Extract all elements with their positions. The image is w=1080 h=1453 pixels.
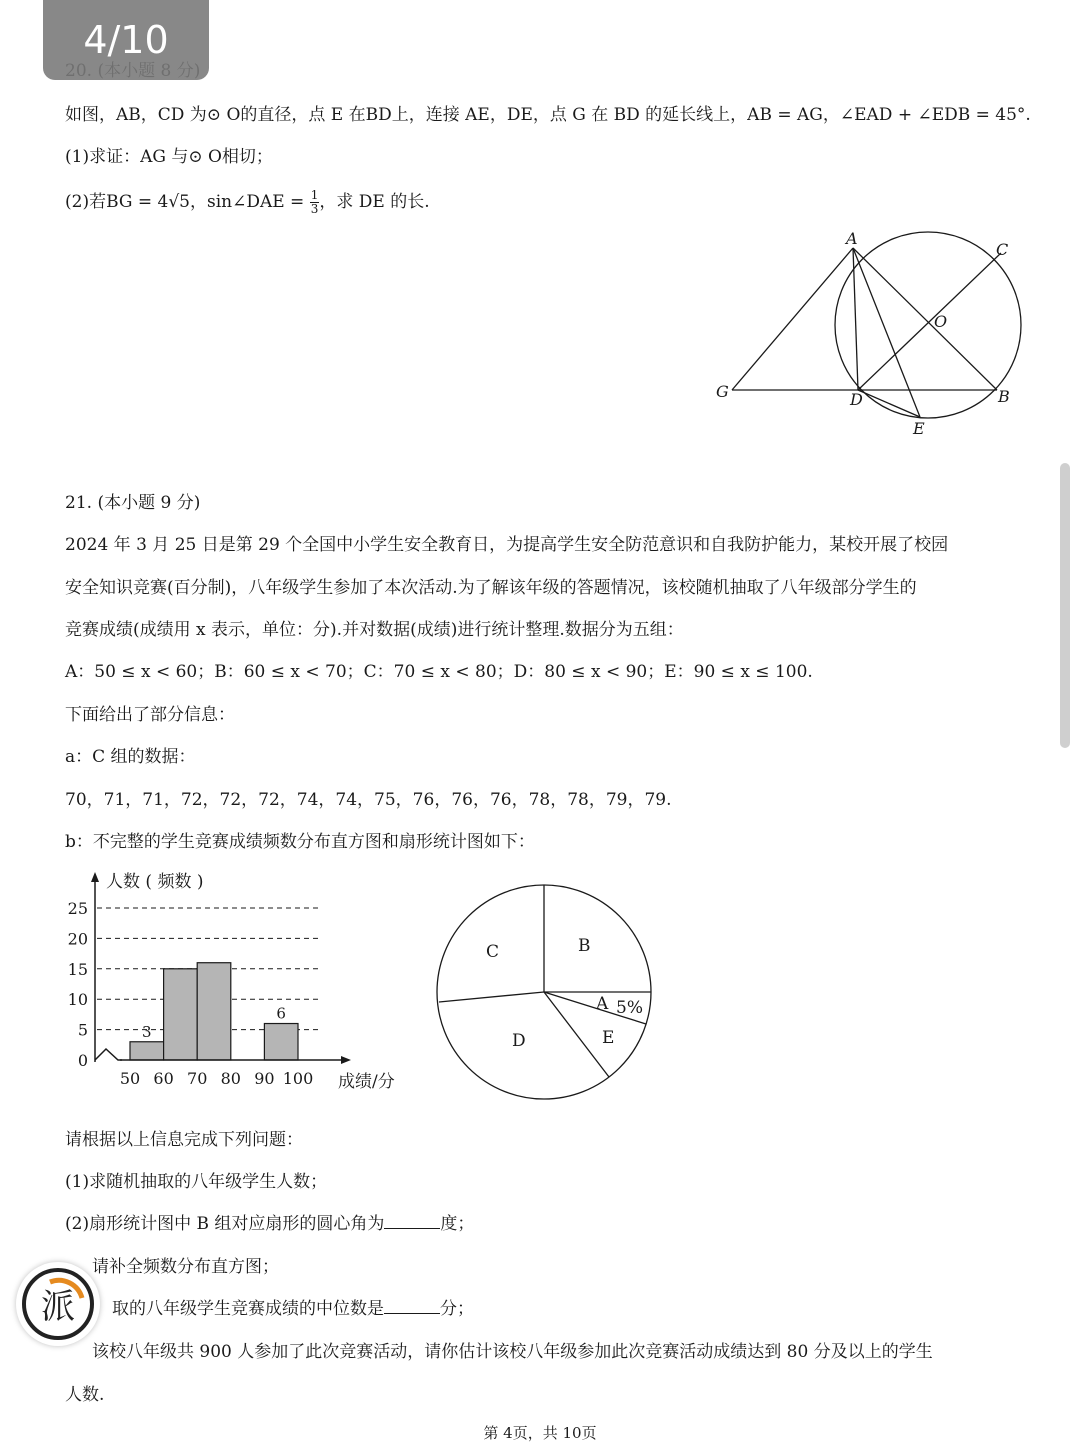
x-tick-60: 60 — [153, 1069, 174, 1088]
q20-part2 — [65, 187, 430, 216]
x-tick-50: 50 — [119, 1069, 141, 1088]
y-tick-0: 0 — [77, 1051, 88, 1070]
q21-question-5: 该校八年级共 900 人参加了此次竞赛活动，请你估计该校八年级参加此次竞赛活动成绩达到 80 分及以上的学生 — [92, 1342, 933, 1362]
q21-a-label: a：C 组的数据： — [65, 747, 196, 767]
x-tick-90: 90 — [254, 1069, 275, 1088]
q21-question-3: 请补全频数分布直方图； — [92, 1257, 279, 1277]
q21-question-2-text: (2)扇形统计图中 B 组对应扇形的圆心角为 — [65, 1214, 385, 1234]
label-d: D — [850, 390, 863, 409]
q21-header: 21. (本小题 9 分) — [65, 493, 201, 513]
label-o: O — [934, 312, 948, 331]
x-axis-arrow — [341, 1056, 351, 1064]
q21-question-2 — [65, 1209, 474, 1234]
pie-chart — [430, 875, 660, 1105]
pai-logo-icon — [16, 1262, 100, 1346]
histogram-chart — [60, 862, 420, 1102]
q21-question-5-end: 人数. — [65, 1385, 105, 1405]
bar-label-90-100: 6 — [276, 1004, 286, 1023]
segment-ad — [853, 248, 858, 390]
q21-groups: A：50 ≤ x < 60；B：60 ≤ x < 70；C：70 ≤ x < 80；D：80 ≤ x < 90；E：90 ≤ x ≤ 100. — [65, 662, 813, 682]
answer-blank — [384, 1214, 440, 1229]
pie-label-a: A — [596, 994, 609, 1014]
bar-label-50-60: 3 — [142, 1022, 152, 1041]
page-indicator: 4/10 — [43, 0, 209, 80]
label-a: A — [846, 230, 858, 248]
q21-info-intro: 下面给出了部分信息： — [65, 705, 235, 725]
q21-paragraph-1: 2024 年 3 月 25 日是第 29 个全国中小学生安全教育日，为提高学生安全防范意识和自我防护能力，某校开展了校园 — [65, 535, 949, 555]
q21-question-4-unit: 分； — [440, 1299, 474, 1319]
q21-question-4 — [112, 1294, 474, 1319]
segment-ab — [853, 248, 997, 390]
y-tick-5: 5 — [77, 1020, 88, 1040]
q21-question-2-unit: 度； — [440, 1214, 475, 1234]
q21-questions-intro: 请根据以上信息完成下列问题： — [65, 1130, 303, 1150]
y-tick-15: 15 — [67, 959, 88, 979]
histogram-bar-60-70 — [164, 969, 198, 1060]
q20-part2-suffix: ，求 DE 的长. — [319, 192, 430, 212]
pie-label-e: E — [602, 1028, 615, 1048]
fraction-denominator: 3 — [310, 202, 319, 216]
q21-paragraph-2: 安全知识竞赛(百分制)，八年级学生参加了本次活动.为了解该年级的答题情况，该校随机抽取了八年级部分学生的 — [65, 578, 917, 598]
label-b: B — [998, 387, 1010, 406]
pie-label-a-percent: 5% — [616, 998, 643, 1018]
pie-label-c: C — [486, 942, 500, 962]
q21-paragraph-3: 竞赛成绩(成绩用 x 表示，单位：分).并对数据(成绩)进行统计整理.数据分为五组： — [65, 620, 684, 640]
logo-text: 派 — [41, 1287, 75, 1327]
q21-question-4-text: 取的八年级学生竞赛成绩的中位数是 — [112, 1299, 384, 1319]
y-tick-10: 10 — [67, 990, 88, 1010]
x-tick-100: 100 — [282, 1069, 314, 1088]
q20-part2-prefix: (2)若BG = 4√5，sin∠DAE = — [65, 192, 310, 212]
app-logo[interactable] — [16, 1262, 100, 1346]
y-tick-25: 25 — [67, 899, 88, 918]
q21-b-label: b：不完整的学生竞赛成绩频数分布直方图和扇形统计图如下： — [65, 832, 535, 852]
histogram-bar-50-60 — [130, 1042, 164, 1060]
histogram-y-label: 人数 ( 频数 ) — [106, 872, 204, 892]
x-tick-80: 80 — [220, 1069, 241, 1088]
q21-question-1: (1)求随机抽取的八年级学生人数； — [65, 1172, 328, 1192]
histogram-bar-90-100 — [264, 1024, 298, 1060]
histogram-x-label: 成绩/分 — [338, 1072, 395, 1092]
q20-part1: (1)求证：AG 与⊙ O相切； — [65, 147, 273, 167]
label-g: G — [716, 382, 729, 401]
q21-c-data: 70，71，71，72，72，72，74，74，75，76，76，76，78，78，79，79. — [65, 790, 672, 810]
geometry-figure — [700, 230, 1040, 445]
axis-break — [95, 1049, 122, 1060]
y-tick-20: 20 — [67, 929, 88, 949]
scrollbar-thumb[interactable] — [1060, 463, 1070, 748]
fraction-numerator: 1 — [310, 188, 319, 202]
q20-fraction — [310, 189, 320, 216]
pie-boundary-dc — [439, 992, 544, 1002]
page-footer: 第 4页，共 10页 — [483, 1424, 597, 1442]
answer-blank — [384, 1299, 440, 1314]
y-axis-arrow — [91, 872, 99, 882]
q20-stem: 如图，AB，CD 为⊙ O的直径，点 E 在BD上，连接 AE，DE，点 G 在 BD 的延长线上，AB = AG，∠EAD + ∠EDB = 45°. — [65, 105, 1031, 125]
label-e: E — [913, 419, 925, 438]
pie-label-b: B — [578, 936, 591, 956]
pie-label-d: D — [512, 1031, 526, 1051]
x-tick-70: 70 — [187, 1069, 208, 1088]
histogram-bar-70-80 — [197, 963, 231, 1060]
label-c: C — [996, 240, 1009, 259]
